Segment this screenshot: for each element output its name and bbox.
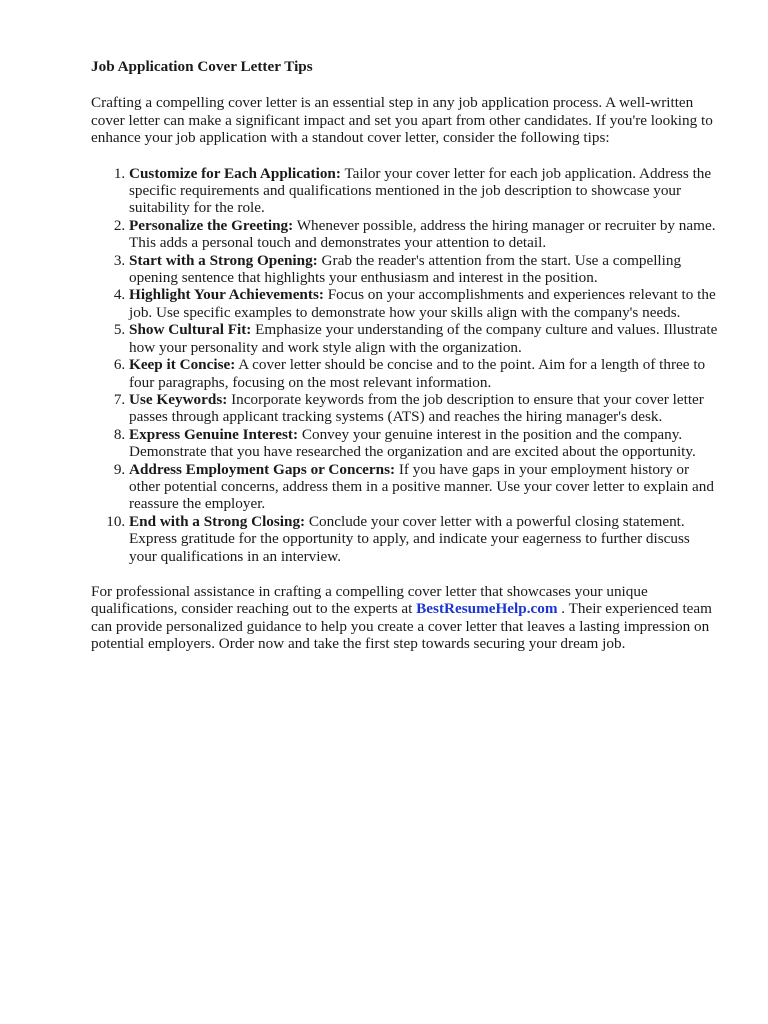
list-item xyxy=(129,513,721,565)
list-item xyxy=(129,252,721,287)
tip-heading: Address Employment Gaps or Concerns: xyxy=(129,460,396,478)
list-item xyxy=(129,356,721,391)
outro-text-after: . Their experienced team can provide personalized guidance to help you create a cover letter that leaves a lasting impression on potential employers. Order now and take the first step towards securing your dream job. xyxy=(91,600,712,653)
tip-body: Incorporate keywords from the job description to ensure that your cover letter passes through applicant tracking systems (ATS) and reaches the hiring manager's desk. xyxy=(129,390,704,426)
list-item xyxy=(129,461,721,513)
tip-body: If you have gaps in your employment history or other potential concerns, address them in a positive manner. Use your cover letter to explain and reassure the employer. xyxy=(129,460,714,513)
tips-list xyxy=(91,165,721,565)
tip-heading: Express Genuine Interest: xyxy=(129,425,299,443)
tip-heading: Start with a Strong Opening: xyxy=(129,251,318,269)
tip-heading: Personalize the Greeting: xyxy=(129,216,294,234)
tip-body: Conclude your cover letter with a powerful closing statement. Express gratitude for the opportunity to apply, and indicate your eagerness to further discuss your qualifications in an interview. xyxy=(129,512,690,565)
list-item xyxy=(129,426,721,461)
tip-body: Grab the reader's attention from the start. Use a compelling opening sentence that highlights your enthusiasm and interest in the position. xyxy=(129,251,682,287)
list-item xyxy=(129,217,721,252)
tip-heading: End with a Strong Closing: xyxy=(129,512,306,530)
list-item xyxy=(129,165,721,217)
list-item xyxy=(129,321,721,356)
tip-body: Tailor your cover letter for each job application. Address the specific requirements and qualifications mentioned in the job description to showcase your suitability for the role. xyxy=(129,164,712,217)
tip-heading: Show Cultural Fit: xyxy=(129,321,252,339)
outro-text-before: For professional assistance in crafting a compelling cover letter that showcases your unique qualifications, consider reaching out to the experts at xyxy=(91,582,648,618)
document-page xyxy=(91,58,721,653)
tip-heading: Use Keywords: xyxy=(129,390,228,408)
tip-body: A cover letter should be concise and to the point. Aim for a length of three to four paragraphs, focusing on the most relevant information. xyxy=(129,356,706,391)
list-item xyxy=(129,391,721,426)
outro-paragraph xyxy=(91,583,721,653)
tip-body: Convey your genuine interest in the position and the company. Demonstrate that you have researched the organization and are excited about the opportunity. xyxy=(129,425,696,461)
bestresumehelp-link[interactable]: BestResumeHelp.com xyxy=(416,600,558,618)
intro-paragraph: Crafting a compelling cover letter is an essential step in any job application process. A well-written cover letter can make a significant impact and set you apart from other candidates. If you're looking to enhance your job application with a standout cover letter, consider the following tips: xyxy=(91,94,713,147)
tip-heading: Customize for Each Application: xyxy=(129,164,341,182)
tip-body: Emphasize your understanding of the company culture and values. Illustrate how your personality and work style align with the organization. xyxy=(129,321,718,356)
document-title: Job Application Cover Letter Tips xyxy=(91,58,313,75)
tip-heading: Keep it Concise: xyxy=(129,356,236,374)
tip-heading: Highlight Your Achievements: xyxy=(129,286,324,304)
tip-body: Focus on your accomplishments and experiences relevant to the job. Use specific examples to demonstrate how your skills align with the company's needs. xyxy=(129,286,716,321)
tip-body: Whenever possible, address the hiring manager or recruiter by name. This adds a personal touch and demonstrates your attention to detail. xyxy=(129,216,716,252)
list-item xyxy=(129,286,721,321)
